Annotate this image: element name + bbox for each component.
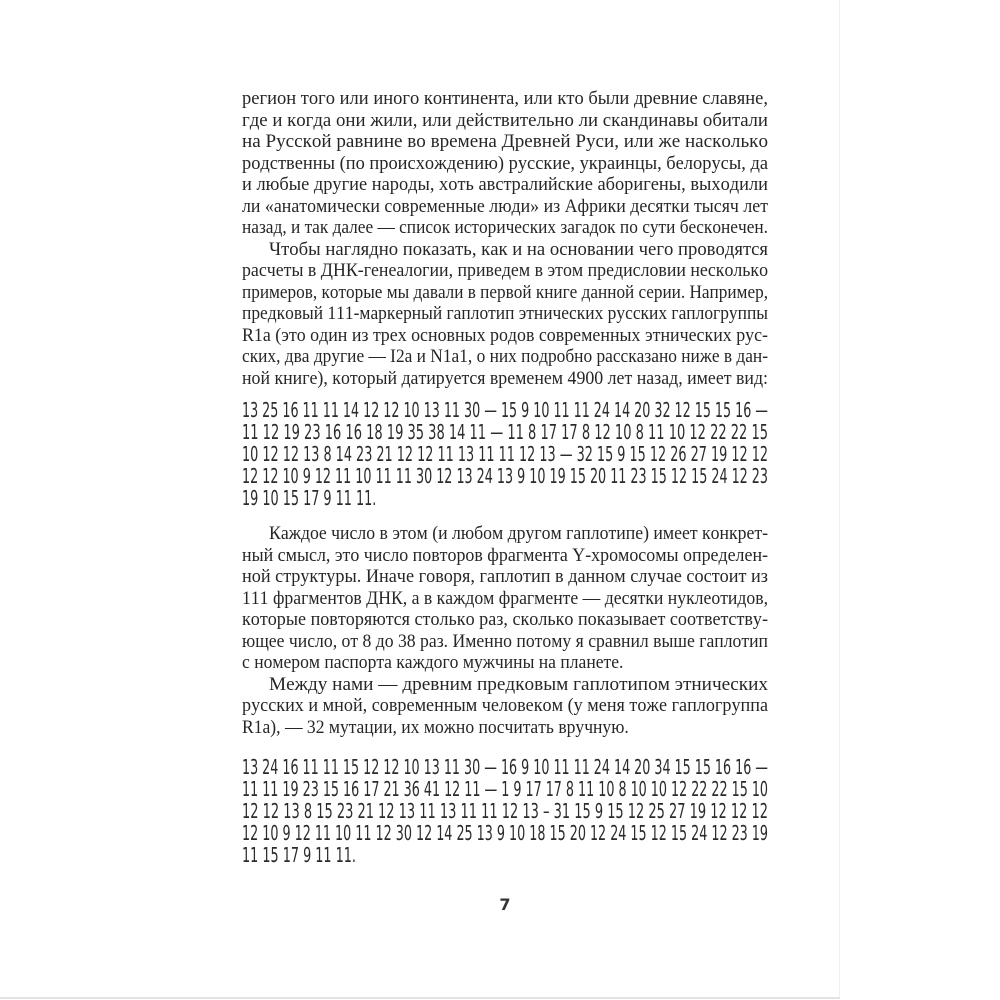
- text-line: 111 фрагментов ДНК, а в каждом фрагменте — десятки нуклеотидов,: [242, 588, 768, 609]
- text-line: ли «анатомически современные люди» из Африки десятки тысяч лет: [242, 196, 768, 217]
- haplotype-line: 19 10 15 17 9 11 11.: [242, 486, 377, 510]
- text-line: с номером паспорта каждого мужчины на планете.: [242, 653, 624, 673]
- text-line: которые повторяются столько раз, сколько показывает соответству-: [242, 610, 768, 630]
- haplotype-line: 13 25 16 11 11 14 12 12 10 13 11 30 — 15 9 10 11 11 24 14 20 32 12 15 15 16 —: [242, 398, 768, 422]
- text-line: ющее число, от 8 до 38 раз. Именно потому я сравнил выше гаплотип: [242, 631, 768, 652]
- text-line: Чтобы наглядно показать, как и на основании чего проводятся: [269, 239, 768, 260]
- haplotype-line: 12 10 9 12 11 10 11 12 30 12 14 25 13 9 10 18 15 20 12 24 15 12 15 24 12 23 19: [242, 821, 768, 845]
- text-line: ских, два другие — I2a и N1a1, о них подробно рассказано ниже в дан-: [242, 347, 768, 367]
- text-line: ной книге), который датируется временем 4900 лет назад, имеет вид:: [242, 368, 768, 389]
- text-line: назад, и так далее — список исторических загадок по сути бесконечен.: [242, 218, 768, 238]
- haplotype-line: 11 12 19 23 16 16 18 19 35 38 14 11 — 11 8 17 17 8 12 10 8 11 10 12 22 22 15: [242, 420, 768, 444]
- paragraph-continuation: [242, 89, 768, 240]
- text-line: примеров, которые мы давали в первой книге данной серии. Например,: [242, 282, 768, 303]
- haplotype-line: 10 12 12 13 8 14 23 21 12 12 11 13 11 11 12 13 — 32 15 9 15 12 26 27 19 12 12: [242, 442, 768, 466]
- text-line: расчеты в ДНК-генеалогии, приведем в этом предисловии несколько: [242, 261, 768, 281]
- text-line: где и когда они жили, или действительно ли скандинавы обитали: [242, 110, 768, 131]
- paragraph-dnk-genealogy-intro: [242, 240, 768, 391]
- text-line: R1a (это один из трех основных родов современных этнических рус-: [242, 325, 768, 346]
- text-line: и любые другие народы, хоть австралийские аборигены, выходили: [242, 175, 768, 195]
- paragraph-number-meaning: [242, 524, 768, 675]
- text-line: регион того или иного континента, или кто были древние славяне,: [242, 89, 768, 109]
- text-line: русских и мной, современным человеком (у меня тоже гаплогруппа: [242, 696, 768, 716]
- text-line: предковый 111-маркерный гаплотип этнических русских гаплогруппы: [242, 304, 768, 324]
- page-edge-right: [839, 0, 840, 997]
- haplotype-line: 11 15 17 9 11 11.: [242, 843, 356, 867]
- text-line: ный смысл, это число повторов фрагмента Y-хромосомы определен-: [242, 545, 768, 566]
- haplotype-block-ancestral: [242, 399, 768, 509]
- haplotype-line: 11 11 19 23 15 16 17 21 36 41 12 11 — 1 9 17 17 8 11 10 8 10 10 12 22 22 15 10: [242, 777, 768, 801]
- paragraph-mutations: [242, 675, 768, 740]
- text-line: родственны (по происхождению) русские, украинцы, белорусы, да: [242, 153, 768, 174]
- text-line: R1a), — 32 мутации, их можно посчитать вручную.: [242, 717, 629, 738]
- text-line: ной структуры. Иначе говоря, гаплотип в данном случае состоит из: [242, 567, 768, 587]
- text-line: Между нами — древним предковым гаплотипом этнических: [269, 674, 768, 695]
- haplotype-line: 12 12 13 8 15 23 21 12 13 11 13 11 11 12 13 – 31 15 9 15 12 25 27 19 12 12 12: [242, 799, 768, 823]
- haplotype-line: 12 12 10 9 12 11 10 11 11 30 12 13 24 13 9 10 19 15 20 11 23 15 12 15 24 12 23: [242, 464, 768, 488]
- page-edge-bottom: [0, 997, 840, 999]
- text-line: на Русской равнине во времена Древней Руси, или же насколько: [242, 132, 768, 152]
- text-line: Каждое число в этом (и любом другом гаплотипе) имеет конкрет-: [269, 524, 768, 544]
- text-column: [242, 89, 768, 866]
- haplotype-block-modern: [242, 756, 768, 866]
- page-number: 7: [499, 895, 511, 914]
- haplotype-line: 13 24 16 11 11 15 12 12 10 13 11 30 — 16 9 10 11 11 24 14 20 34 15 15 16 16 —: [242, 755, 768, 779]
